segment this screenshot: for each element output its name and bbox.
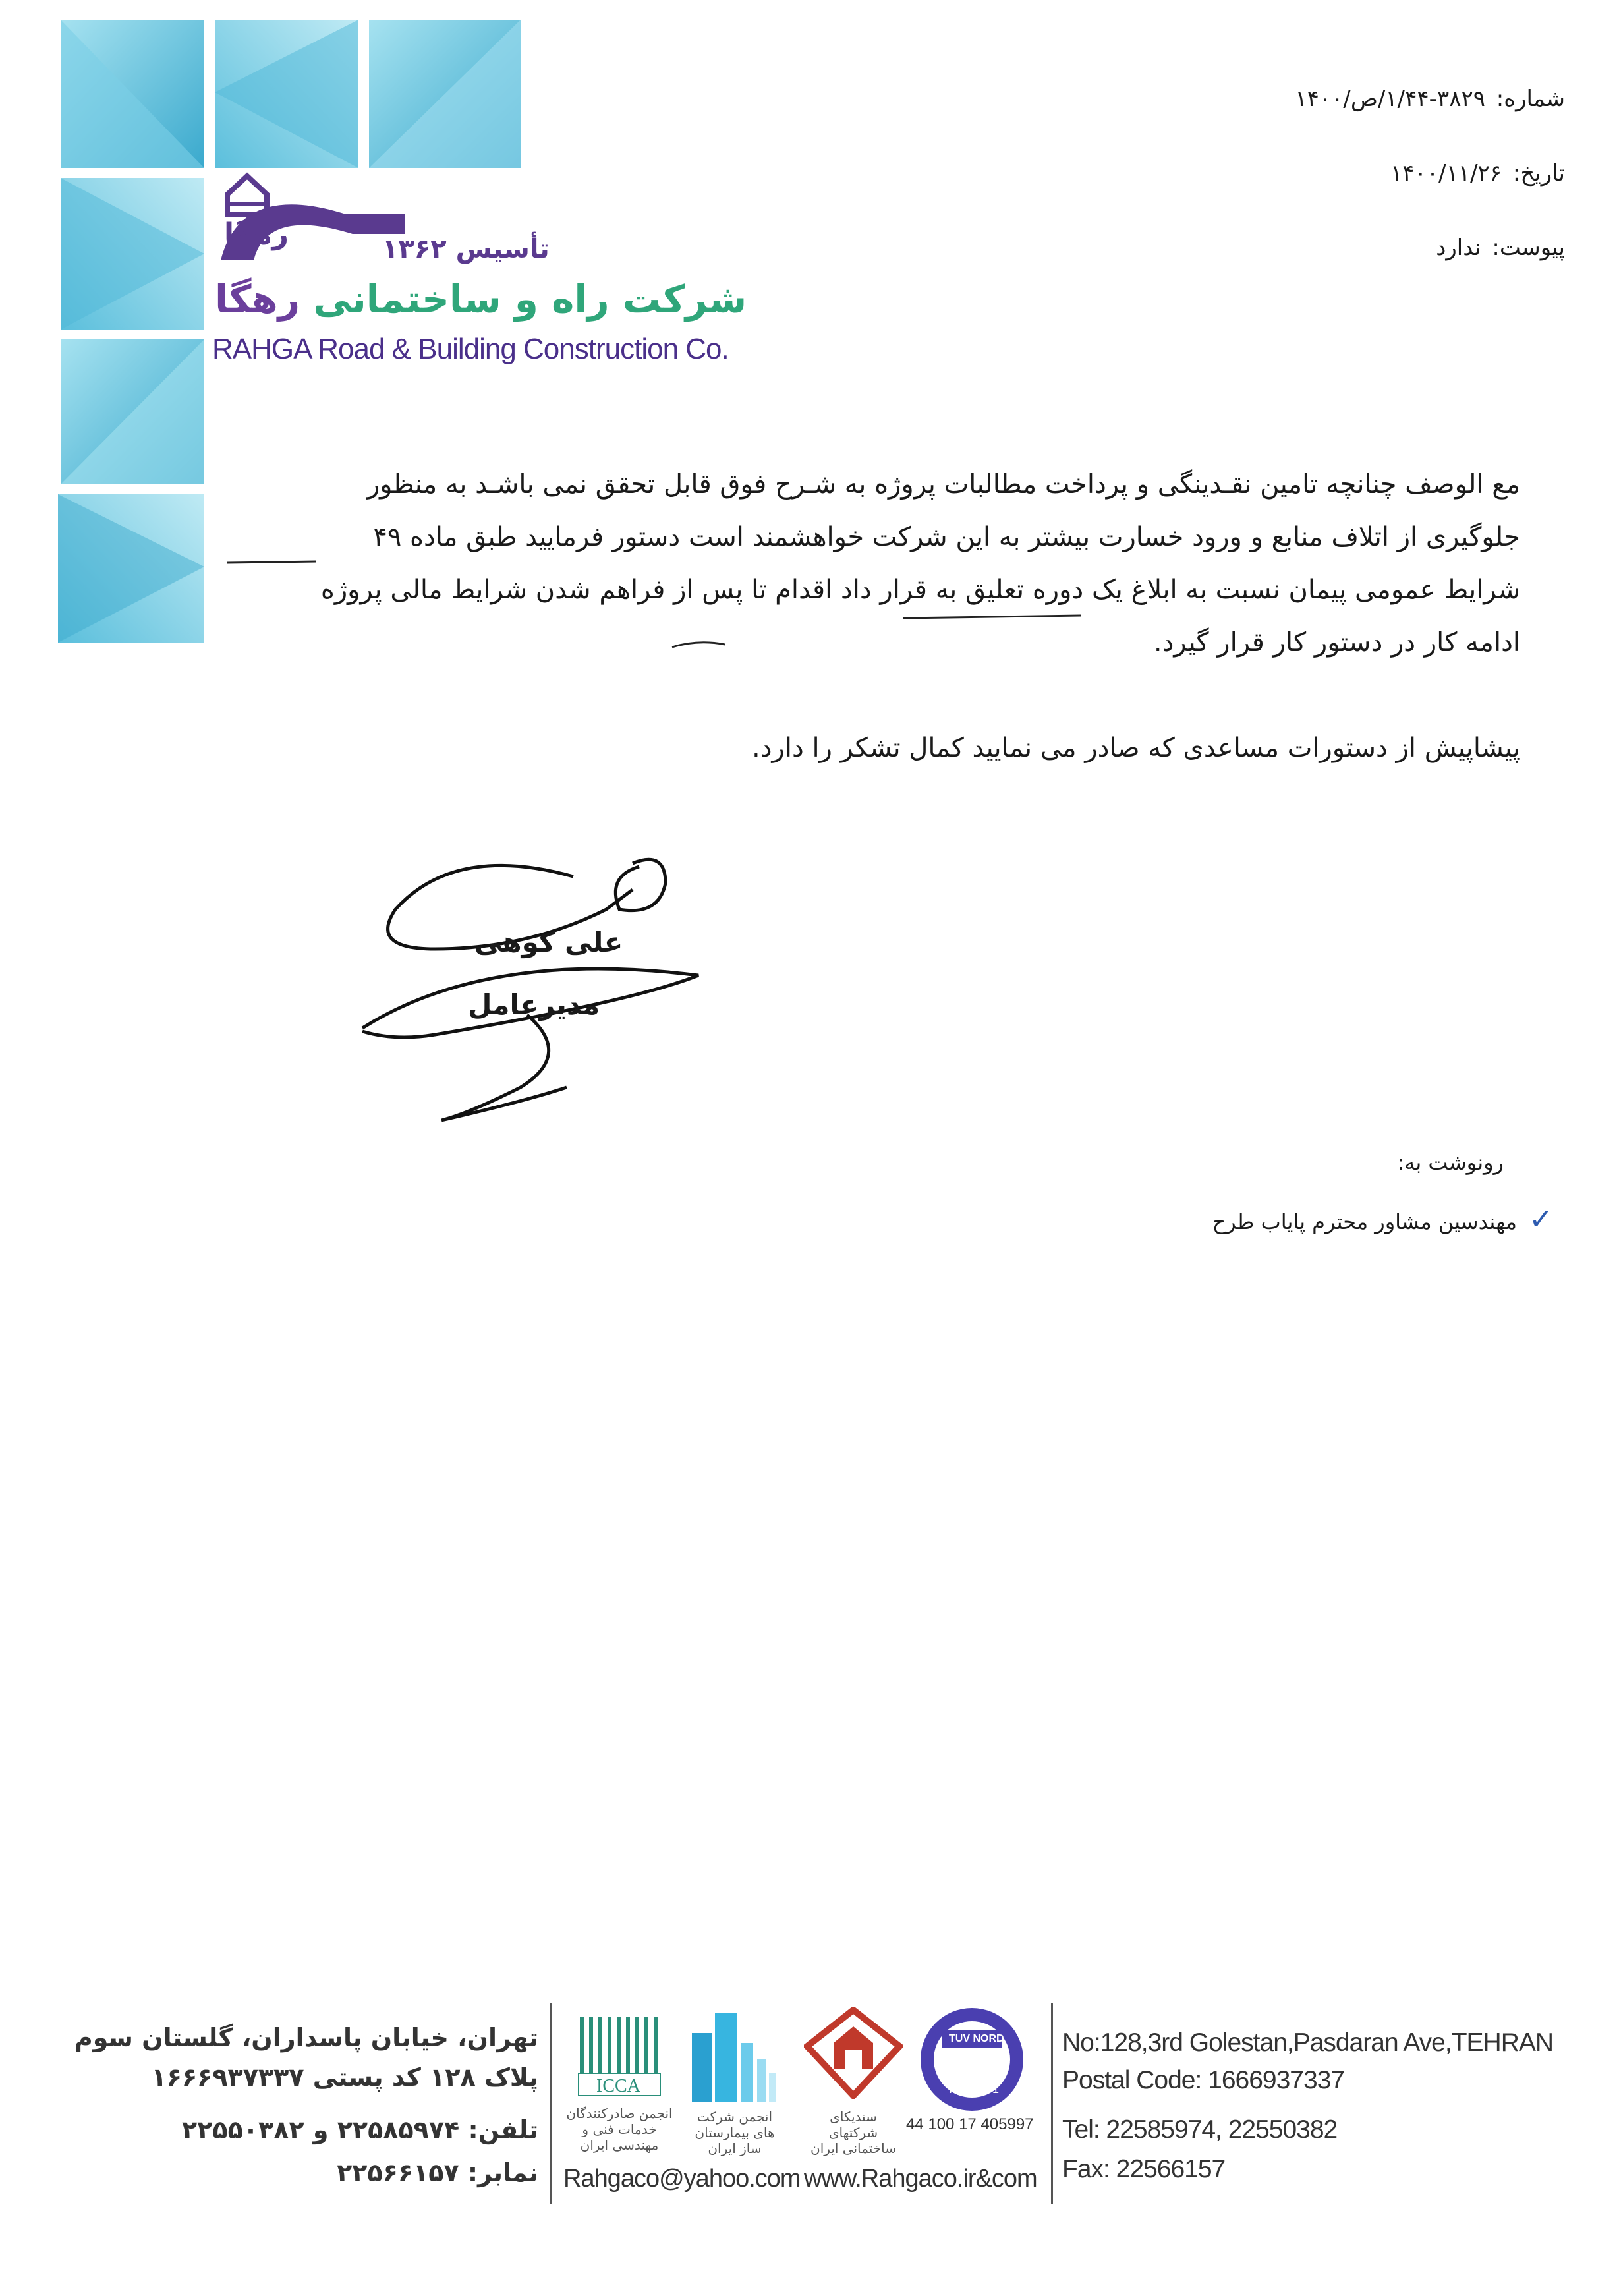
- closing-line: [235, 722, 1520, 774]
- letter-attachment-label: پیوست:: [1492, 235, 1565, 261]
- underline-marks: [224, 560, 1147, 659]
- hospital-association-logo-icon: [689, 2007, 781, 2106]
- letter-attachment-value: ندارد: [1436, 235, 1481, 261]
- letter-date-label: تاریخ:: [1512, 160, 1565, 187]
- company-name-en: RAHGA Road & Building Construction Co.: [212, 333, 729, 365]
- cc-recipient: [1212, 1203, 1553, 1236]
- cc-label: رونوشت به:: [1397, 1150, 1504, 1175]
- footer-en-fax: Fax: 22566157: [1062, 2155, 1226, 2183]
- footer-en-address: No:128,3rd Golestan,Pasdaran Ave,TEHRAN: [1062, 2028, 1554, 2057]
- body-line: مع الوصف چنانچه تامین نقـدینگی و پرداخت مطالبات پروژه به شـرح فوق قابل تحقق نمی باشـد به منظور: [366, 469, 1520, 500]
- tuv-label: TUV NORD: [949, 2033, 1004, 2044]
- syndicate-caption: سندیکای شرکتهای ساختمانی ایران: [810, 2109, 896, 2156]
- footer-phone: تلفن: ۲۲۵۸۵۹۷۴ و ۲۲۵۵۰۳۸۲: [182, 2115, 538, 2144]
- letter-date-value: ۱۴۰۰/۱۱/۲۶: [1390, 160, 1502, 187]
- tuv-iso-logo-icon: [916, 2003, 1028, 2115]
- body-line: شرایط عمومی پیمان نسبت به ابلاغ یک دوره تعلیق به قرار داد اقدام تا پس از فراهم شدن شرایط مالی پروژه: [320, 575, 1520, 605]
- footer-address-line2: پلاک ۱۲۸ کد پستی ۱۶۶۶۹۳۷۳۳۷: [151, 2063, 538, 2092]
- footer-website[interactable]: www.Rahgaco.ir&com: [804, 2165, 1037, 2193]
- footer-address-line1: تهران، خیابان پاسداران، گلستان سوم: [74, 2023, 538, 2052]
- footer-divider-left: [550, 2003, 552, 2204]
- letter-number: [1295, 86, 1565, 112]
- syndicate-logo-icon: [804, 2007, 903, 2099]
- signatory-name: علی کوهی: [474, 926, 623, 958]
- letter-attachment: [1436, 235, 1565, 261]
- footer-email[interactable]: Rahgaco@yahoo.com: [563, 2165, 801, 2193]
- icca-caption: انجمن صادرکنندگان خدمات فنی و مهندسی ایران: [566, 2106, 673, 2153]
- body-line: جلوگیری از اتلاف منابع و ورود خسارت بیشتر به این شرکت خواهشمند است دستور فرمایید طبق ماده ۴۹: [373, 522, 1520, 552]
- company-name-fa: [215, 277, 747, 322]
- company-name-fa-prefix: شرکت راه و ساختمانی: [313, 277, 747, 322]
- cc-recipient-name: مهندسین مشاور محترم پایاب طرح: [1212, 1209, 1517, 1234]
- logo-word: رهگا: [224, 217, 289, 251]
- iso-label: ISO 9001: [949, 2082, 1000, 2096]
- tuv-cert-number: 44 100 17 405997: [906, 2115, 1034, 2133]
- signatory-title: مدیرعامل: [468, 989, 600, 1021]
- signature-scribble: [356, 837, 712, 1127]
- letter-date: [1390, 160, 1565, 187]
- founded-year: تأسیس ۱۳۶۲: [382, 234, 550, 264]
- footer-divider-right: [1051, 2003, 1053, 2204]
- body-line: ادامه کار در دستور کار قرار گیرد.: [1153, 627, 1520, 658]
- check-mark-icon: ✓: [1529, 1203, 1553, 1236]
- closing-text: پیشاپیش از دستورات مساعدی که صادر می نمایید کمال تشکر را دارد.: [752, 733, 1520, 763]
- footer-en-postal: Postal Code: 1666937337: [1062, 2066, 1345, 2094]
- icca-label: ICCA: [596, 2076, 640, 2096]
- footer-en-tel: Tel: 22585974, 22550382: [1062, 2115, 1338, 2144]
- hospital-association-caption: انجمن شرکت های بیمارستان ساز ایران: [695, 2109, 775, 2156]
- letter-number-label: شماره:: [1496, 86, 1565, 112]
- letter-number-value: ۳۸۲۹-۱/۴۴/ص/۱۴۰۰: [1295, 86, 1485, 112]
- footer-fax: نمابر: ۲۲۵۶۶۱۵۷: [337, 2158, 538, 2187]
- company-name-fa-brand: رهگا: [215, 277, 300, 322]
